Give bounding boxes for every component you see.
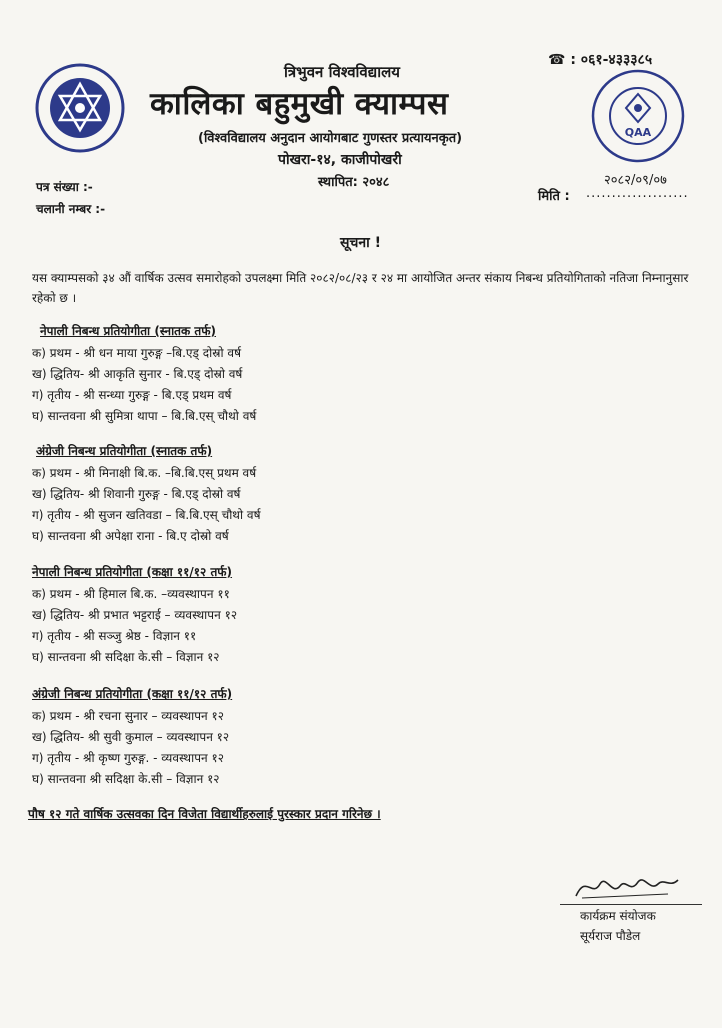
result-entry: ख) द्धितिय- श्री आकृति सुनार - बि.एड् दोस्रो वर्ष <box>32 367 243 381</box>
dispatch-number-label: चलानी नम्बर :- <box>36 202 106 216</box>
signatory-title: कार्यक्रम संयोजक <box>580 909 656 923</box>
notice-intro: यस क्याम्पसको ३४ औं वार्षिक उत्सव समारोहको उपलक्ष्मा मिति २०८२/०८/२३ र २४ मा आयोजित अन्तर संकाय निबन्ध प्रतियोगिताको नतिजा निम्नानुसार रहेको छ । <box>32 271 689 305</box>
section-heading: अंग्रेजी निबन्ध प्रतियोगीता (स्नातक तर्फ) <box>36 444 213 458</box>
signature-line <box>560 904 702 905</box>
established-year: स्थापित: २०४८ <box>318 175 390 190</box>
campus-address: पोखरा-१४, काजीपोखरी <box>278 152 402 168</box>
section-heading: नेपाली निबन्ध प्रतियोगीता (कक्षा ११/१२ तर्फ) <box>32 565 233 579</box>
result-entry: घ) सान्तवना श्री अपेक्षा राना - बि.ए दोस्रो वर्ष <box>32 529 229 543</box>
result-entry: ग) तृतीय - श्री सञ्जु श्रेष्ठ - विज्ञान ११ <box>32 629 197 643</box>
signatory-name: सूर्यराज पौडेल <box>580 929 641 943</box>
result-entry: ख) द्धितिय- श्री सुवी कुमाल – व्यवस्थापन १२ <box>32 730 230 744</box>
result-entry: घ) सान्तवना श्री सदिक्षा के.सी – विज्ञान १२ <box>32 650 220 664</box>
prize-distribution-note: पौष १२ गते वार्षिक उत्सवका दिन विजेता विद्यार्थीहरुलाई पुरस्कार प्रदान गरिनेछ । <box>28 807 381 821</box>
notice-title: सूचना ! <box>340 235 382 251</box>
result-entry: क) प्रथम - श्री हिमाल बि.क. –व्यवस्थापन ११ <box>32 587 230 601</box>
accreditation-line: (विश्वविद्यालय अनुदान आयोगबाट गुणस्तर प्रत्यायनकृत) <box>198 131 463 146</box>
section-heading: नेपाली निबन्ध प्रतियोगीता (स्नातक तर्फ) <box>40 324 216 338</box>
date-label: मिति : <box>538 189 570 204</box>
letter-number-label: पत्र संख्या :- <box>36 180 93 194</box>
handwritten-date: २०८२/०९/०७ <box>604 173 667 188</box>
campus-emblem-logo <box>34 62 126 154</box>
result-entry: ग) तृतीय - श्री कृष्ण गुरुङ्ग. - व्यवस्थापन १२ <box>32 751 224 765</box>
result-entry: क) प्रथम - श्री रचना सुनार – व्यवस्थापन १२ <box>32 709 225 723</box>
campus-name: कालिका बहुमुखी क्याम्पस <box>150 86 449 122</box>
svg-text:QAA: QAA <box>624 126 652 139</box>
handwritten-signature <box>572 868 682 904</box>
result-entry: घ) सान्तवना श्री सदिक्षा के.सी – विज्ञान १२ <box>32 772 220 786</box>
university-name: त्रिभुवन विश्वविद्यालय <box>284 63 400 81</box>
result-entry: क) प्रथम - श्री मिनाक्षी बि.क. –बि.बि.एस् प्रथम वर्ष <box>32 466 257 480</box>
result-entry: ख) द्धितिय- श्री प्रभात भट्टराई – व्यवस्थापन १२ <box>32 608 238 622</box>
section-heading: अंग्रेजी निबन्ध प्रतियोगीता (कक्षा ११/१२ तर्फ) <box>32 687 233 701</box>
result-entry: घ) सान्तवना श्री सुमित्रा थापा – बि.बि.एस् चौथो वर्ष <box>32 409 257 423</box>
result-entry: ख) द्धितिय- श्री शिवानी गुरुङ्ग - बि.एड् दोस्रो वर्ष <box>32 487 241 501</box>
phone-number: ☎ : ०६१-४३३३८५ <box>548 52 653 68</box>
qaa-accreditation-logo <box>590 68 686 164</box>
result-entry: ग) तृतीय - श्री सन्ध्या गुरुङ्ग - बि.एड् प्रथम वर्ष <box>32 388 232 402</box>
date-blank: .................... <box>586 186 689 201</box>
result-entry: ग) तृतीय - श्री सुजन खतिवडा – बि.बि.एस् चौथो वर्ष <box>32 508 261 522</box>
result-entry: क) प्रथम - श्री धन माया गुरुङ्ग –बि.एड् दोस्रो वर्ष <box>32 346 242 360</box>
